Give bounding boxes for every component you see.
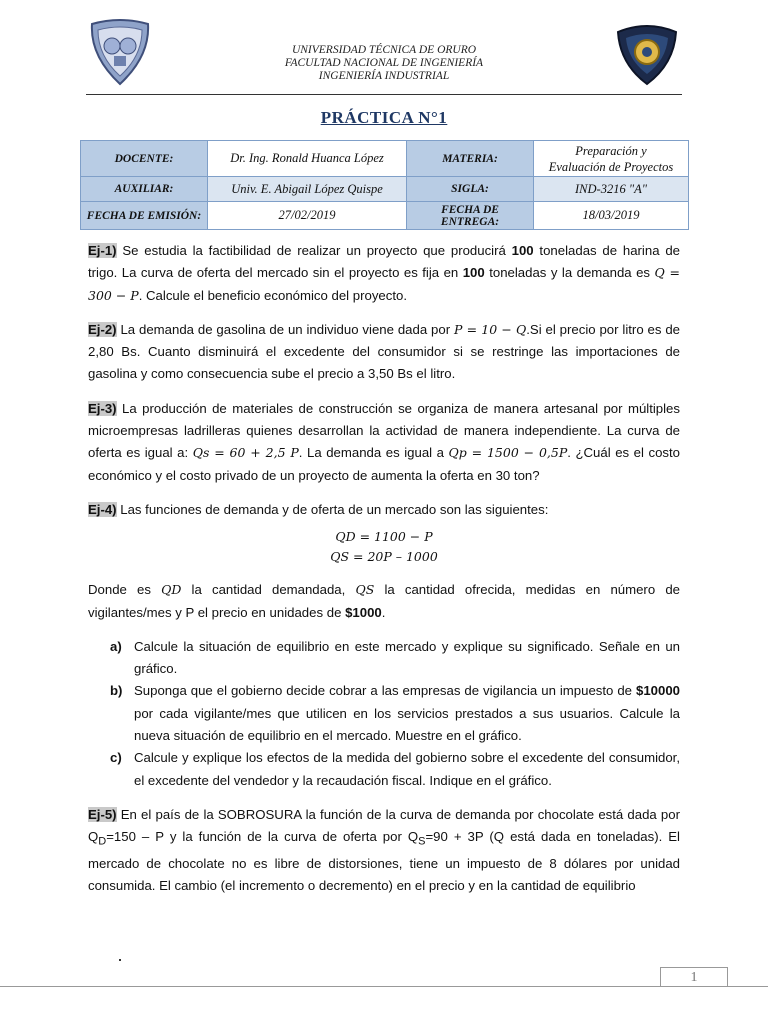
entrega-label: FECHA DE ENTREGA: [407, 202, 534, 230]
university-name: UNIVERSIDAD TÉCNICA DE ORURO [291, 44, 477, 56]
exercise-4-list [88, 636, 680, 792]
bold-value: 100 [462, 265, 485, 281]
bold-value: $1000 [345, 604, 382, 620]
exercise-text: La demanda de gasolina de un individuo viene dada por [116, 321, 454, 337]
math-expression: Qp = 1500 − 0,5P [448, 445, 568, 461]
department-name: INGENIERÍA INDUSTRIAL [318, 70, 450, 82]
materia-value-line2: Evaluación de Proyectos [548, 159, 674, 174]
exercise-tag: Ej-4) [88, 501, 117, 517]
entrega-value: 18/03/2019 [534, 202, 689, 230]
math-expression: QS [355, 582, 375, 598]
list-item [88, 636, 680, 681]
exercise-text: . [381, 604, 386, 620]
exercise-text: toneladas de harina de trigo. La curva de oferta del mercado sin el proyecto es fija en [88, 243, 680, 281]
exercise-content [88, 240, 680, 910]
page-title: PRÁCTICA N°1 [320, 108, 448, 127]
footer-rule [0, 986, 768, 987]
exercise-text: Se estudia la factibilidad de realizar un proyecto que producirá [116, 243, 512, 258]
exercise-tag: Ej-3) [88, 400, 117, 416]
auxiliar-value: Univ. E. Abigail López Quispe [208, 177, 407, 202]
exercise-text: . Calcule el beneficio económico del proyecto. [138, 287, 407, 303]
exercise-3 [88, 398, 680, 487]
list-item [88, 747, 680, 792]
page-number: 1 [660, 967, 728, 987]
bold-value: $10000 [635, 683, 680, 699]
docente-value: Dr. Ing. Ronald Huanca López [208, 141, 407, 177]
exercise-tag: Ej-5) [88, 806, 117, 822]
list-text [134, 680, 680, 747]
math-expression: P = 10 − Q [454, 321, 527, 337]
sigla-label: SIGLA: [407, 177, 534, 202]
stray-mark [119, 959, 121, 961]
materia-label: MATERIA: [407, 141, 534, 177]
list-text-part: Suponga que el gobierno decide cobrar a las empresas de vigilancia un impuesto de [134, 683, 636, 699]
exercise-text: la cantidad demandada, [181, 582, 356, 598]
subscript: D [98, 835, 107, 848]
exercise-4-definitions [88, 579, 680, 624]
list-marker: a) [110, 638, 122, 654]
header-divider [86, 94, 682, 95]
exercise-5 [88, 804, 680, 898]
course-info-table [80, 140, 689, 230]
exercise-text: En el país de la SOBROSURA la función de la curva de demanda por chocolate está dada por Q [88, 806, 680, 845]
list-text-part: por cada vigilante/mes que utilicen en los servicios prestados a sus usuarios. Calcule la nueva situación de equilibrio en el mercado. Muestre en el gráfico. [134, 705, 680, 744]
exercise-4-intro [88, 499, 680, 521]
demand-equation: QD = 1100 − P [335, 529, 433, 545]
sigla-value: IND-3216 "A" [534, 177, 689, 202]
institution-header [0, 44, 768, 83]
emision-value: 27/02/2019 [208, 202, 407, 230]
materia-value-line1: Preparación y [575, 143, 647, 158]
materia-value [534, 141, 689, 177]
equation-block [88, 527, 680, 567]
exercise-text: toneladas y la demanda es [484, 265, 655, 281]
list-marker: c) [110, 750, 122, 766]
math-expression: Q = 300 − P [88, 265, 680, 303]
auxiliar-label: AUXILIAR: [81, 177, 208, 202]
exercise-text: Donde es [88, 582, 162, 598]
supply-equation: QS = 20P – 1000 [330, 549, 438, 565]
math-expression: Qs = 60 + 2,5 P [192, 445, 299, 461]
exercise-text: =90 + 3P (Q está dada en toneladas). El mercado de chocolate no es libre de distorsiones, tiene un impuesto de 8 dólares por unidad consumida. El cambio (el incremento o decremento) en el precio y en la cantidad de equilibrio [88, 829, 680, 894]
exercise-text: La producción de materiales de construcción se organiza de manera artesanal por múltiples microempresas ladrilleras quienes desarrollan la actividad de manera independiente. La curva de oferta es igual a: [88, 400, 680, 461]
exercise-tag: Ej-1) [88, 243, 117, 258]
exercise-text: .Si el precio por litro es de 2,80 Bs. Cuanto disminuirá el excedente del consumidor si se restringe las importaciones de gasolina y como consecuencia sube el precio a 3,50 Bs el litro. [88, 321, 681, 382]
exercise-2 [88, 319, 680, 386]
docente-label: DOCENTE: [81, 141, 208, 177]
exercise-text: . ¿Cuál es el costo económico y el costo privado de un proyecto de aumenta la oferta en 30 ton? [88, 445, 681, 483]
exercise-1 [88, 240, 680, 307]
list-item [88, 680, 680, 747]
bold-value: 100 [511, 243, 534, 258]
exercise-text: . La demanda es igual a [298, 445, 449, 461]
exercise-tag: Ej-2) [88, 321, 117, 337]
subscript: S [418, 835, 426, 848]
math-expression: QD [161, 582, 182, 598]
list-text: Calcule y explique los efectos de la medida del gobierno sobre el excedente del consumidor, el excedente del vendedor y la recaudación fiscal. Indique en el gráfico. [134, 750, 680, 788]
emision-label: FECHA DE EMISIÓN: [81, 202, 208, 230]
exercise-text: =150 – P y la función de la curva de oferta por Q [106, 829, 419, 845]
exercise-text: la cantidad ofrecida, medidas en número de vigilantes/mes y P el precio en unidades de [88, 582, 680, 620]
exercise-text: Las funciones de demanda y de oferta de un mercado son las siguientes: [116, 501, 549, 517]
faculty-name: FACULTAD NACIONAL DE INGENIERÍA [284, 57, 484, 69]
list-marker: b) [110, 683, 123, 699]
list-text: Calcule la situación de equilibrio en este mercado y explique su significado. Señale en un gráfico. [134, 638, 680, 677]
